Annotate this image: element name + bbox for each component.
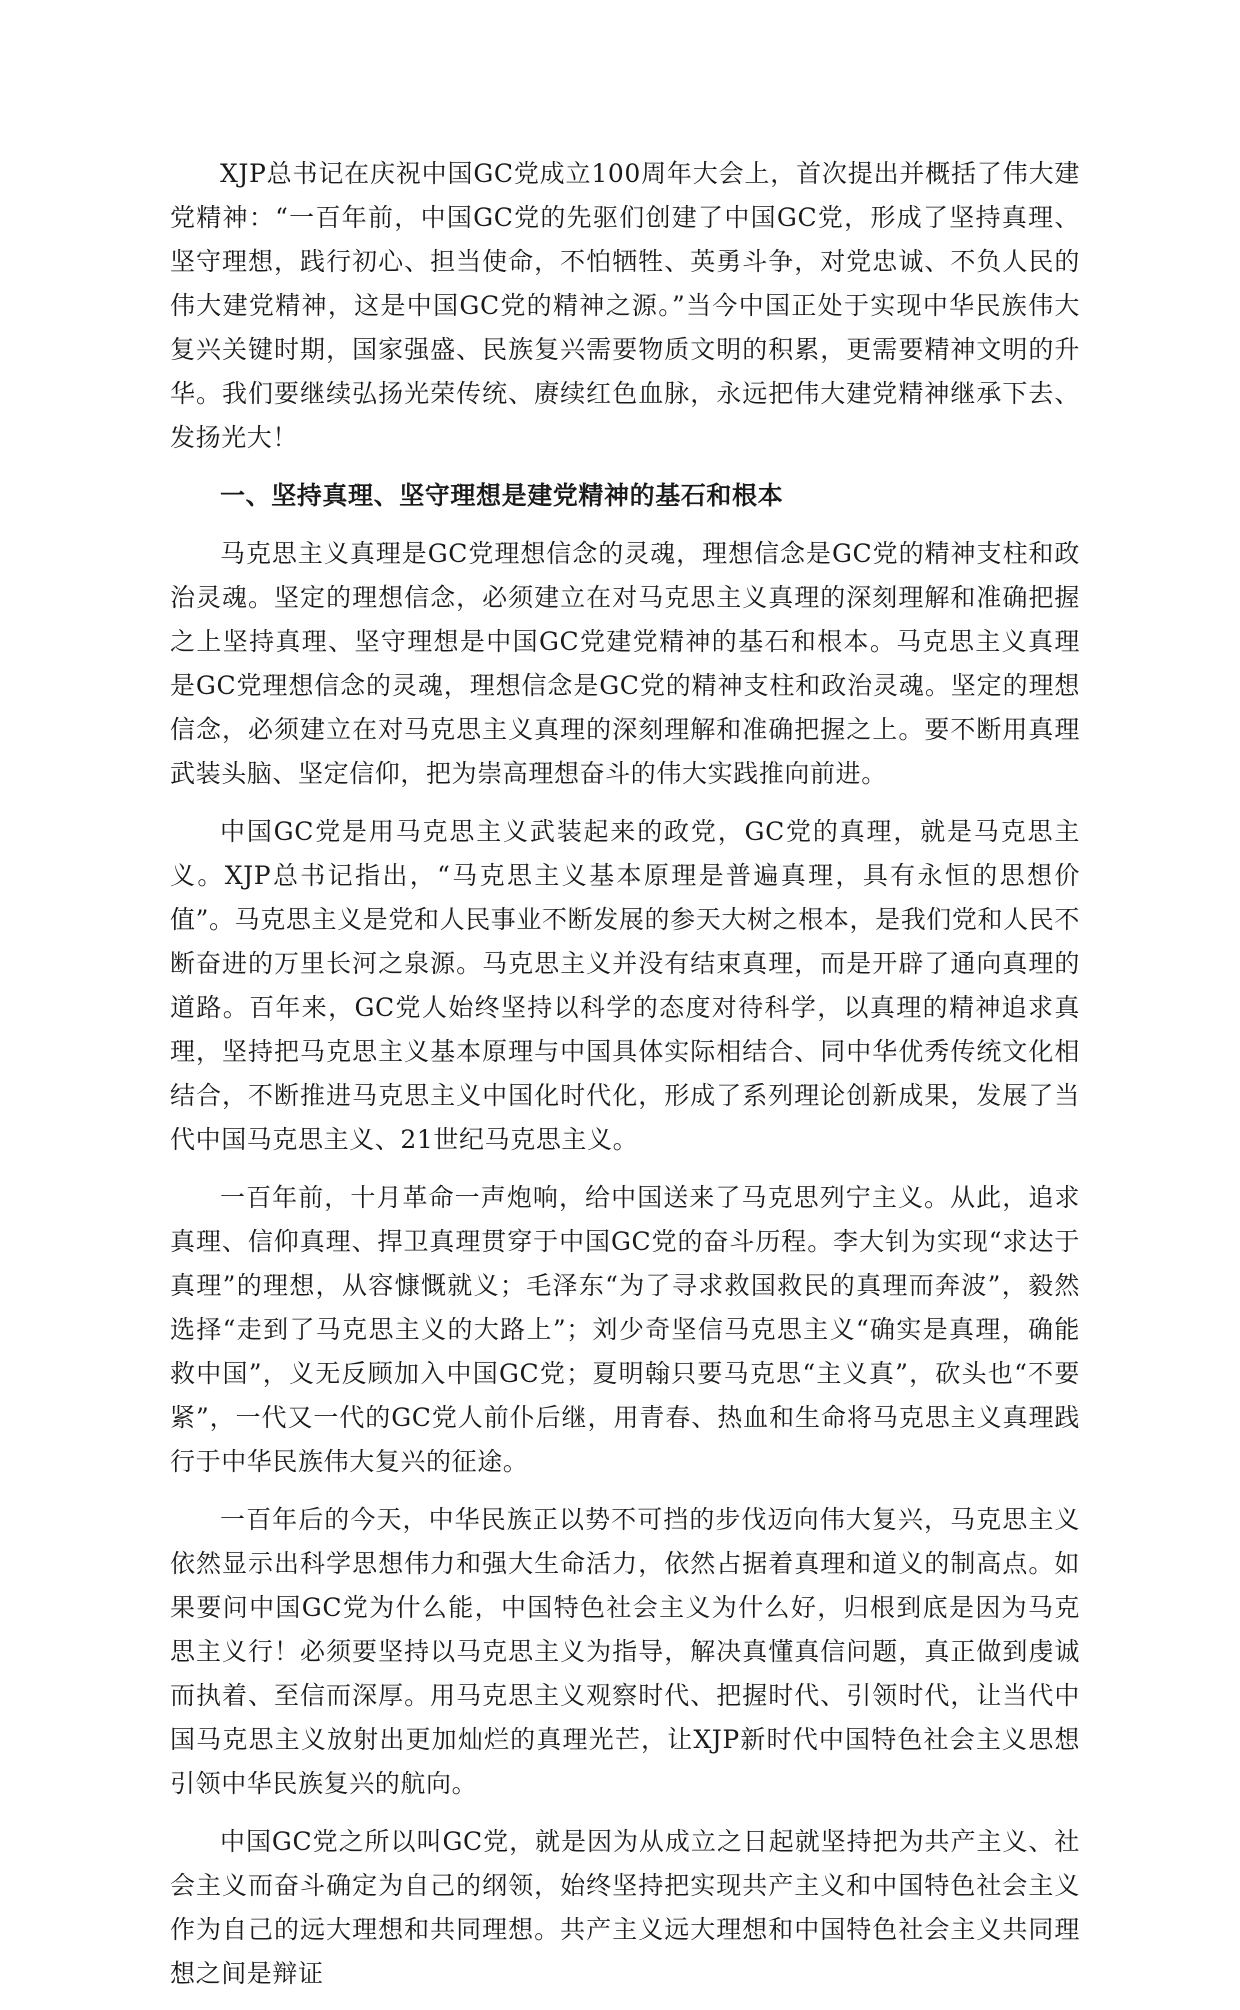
body-paragraph: 中国GC党之所以叫GC党，就是因为从成立之日起就坚持把为共产主义、社会主义而奋斗确定为自己的纲领，始终坚持把实现共产主义和中国特色社会主义作为自己的远大理想和共同理想。共产主义远大理想和中国特色社会主义共同理想之间是辩证: [170, 1827, 1080, 1988]
intro-paragraph: XJP总书记在庆祝中国GC党成立100周年大会上，首次提出并概括了伟大建党精神：“一百年前，中国GC党的先驱们创建了中国GC党，形成了坚持真理、坚守理想，践行初心、担当使命，不怕牺牲、英勇斗争，对党忠诚、不负人民的伟大建党精神，这是中国GC党的精神之源。”当今中国正处于实现中华民族伟大复兴关键时期，国家强盛、民族复兴需要物质文明的积累，更需要精神文明的升华。我们要继续弘扬光荣传统、赓续红色血脉，永远把伟大建党精神继承下去、发扬光大！: [170, 159, 1080, 452]
document-body: [170, 152, 1080, 2010]
body-paragraph: 一百年后的今天，中华民族正以势不可挡的步伐迈向伟大复兴，马克思主义依然显示出科学思想伟力和强大生命活力，依然占据着真理和道义的制高点。如果要问中国GC党为什么能，中国特色社会主义为什么好，归根到底是因为马克思主义行！必须要坚持以马克思主义为指导，解决真懂真信问题，真正做到虔诚而执着、至信而深厚。用马克思主义观察时代、把握时代、引领时代，让当代中国马克思主义放射出更加灿烂的真理光芒，让XJP新时代中国特色社会主义思想引领中华民族复兴的航向。: [170, 1505, 1080, 1798]
body-paragraph: 一百年前，十月革命一声炮响，给中国送来了马克思列宁主义。从此，追求真理、信仰真理、捍卫真理贯穿于中国GC党的奋斗历程。李大钊为实现“求达于真理”的理想，从容慷慨就义；毛泽东“为了寻求救国救民的真理而奔波”，毅然选择“走到了马克思主义的大路上”；刘少奇坚信马克思主义“确实是真理，确能救中国”，义无反顾加入中国GC党；夏明翰只要马克思“主义真”，砍头也“不要紧”，一代又一代的GC党人前仆后继，用青春、热血和生命将马克思主义真理践行于中华民族伟大复兴的征途。: [170, 1183, 1080, 1476]
body-paragraph: 马克思主义真理是GC党理想信念的灵魂，理想信念是GC党的精神支柱和政治灵魂。坚定的理想信念，必须建立在对马克思主义真理的深刻理解和准确把握之上坚持真理、坚守理想是中国GC党建党精神的基石和根本。马克思主义真理是GC党理想信念的灵魂，理想信念是GC党的精神支柱和政治灵魂。坚定的理想信念，必须建立在对马克思主义真理的深刻理解和准确把握之上。要不断用真理武装头脑、坚定信仰，把为崇高理想奋斗的伟大实践推向前进。: [170, 539, 1080, 788]
body-paragraph: 中国GC党是用马克思主义武装起来的政党，GC党的真理，就是马克思主义。XJP总书记指出，“马克思主义基本原理是普遍真理，具有永恒的思想价值”。马克思主义是党和人民事业不断发展的参天大树之根本，是我们党和人民不断奋进的万里长河之泉源。马克思主义并没有结束真理，而是开辟了通向真理的道路。百年来，GC党人始终坚持以科学的态度对待科学，以真理的精神追求真理，坚持把马克思主义基本原理与中国具体实际相结合、同中华优秀传统文化相结合，不断推进马克思主义中国化时代化，形成了系列理论创新成果，发展了当代中国马克思主义、21世纪马克思主义。: [170, 817, 1080, 1154]
section-heading: 一、坚持真理、坚守理想是建党精神的基石和根本: [220, 481, 784, 510]
